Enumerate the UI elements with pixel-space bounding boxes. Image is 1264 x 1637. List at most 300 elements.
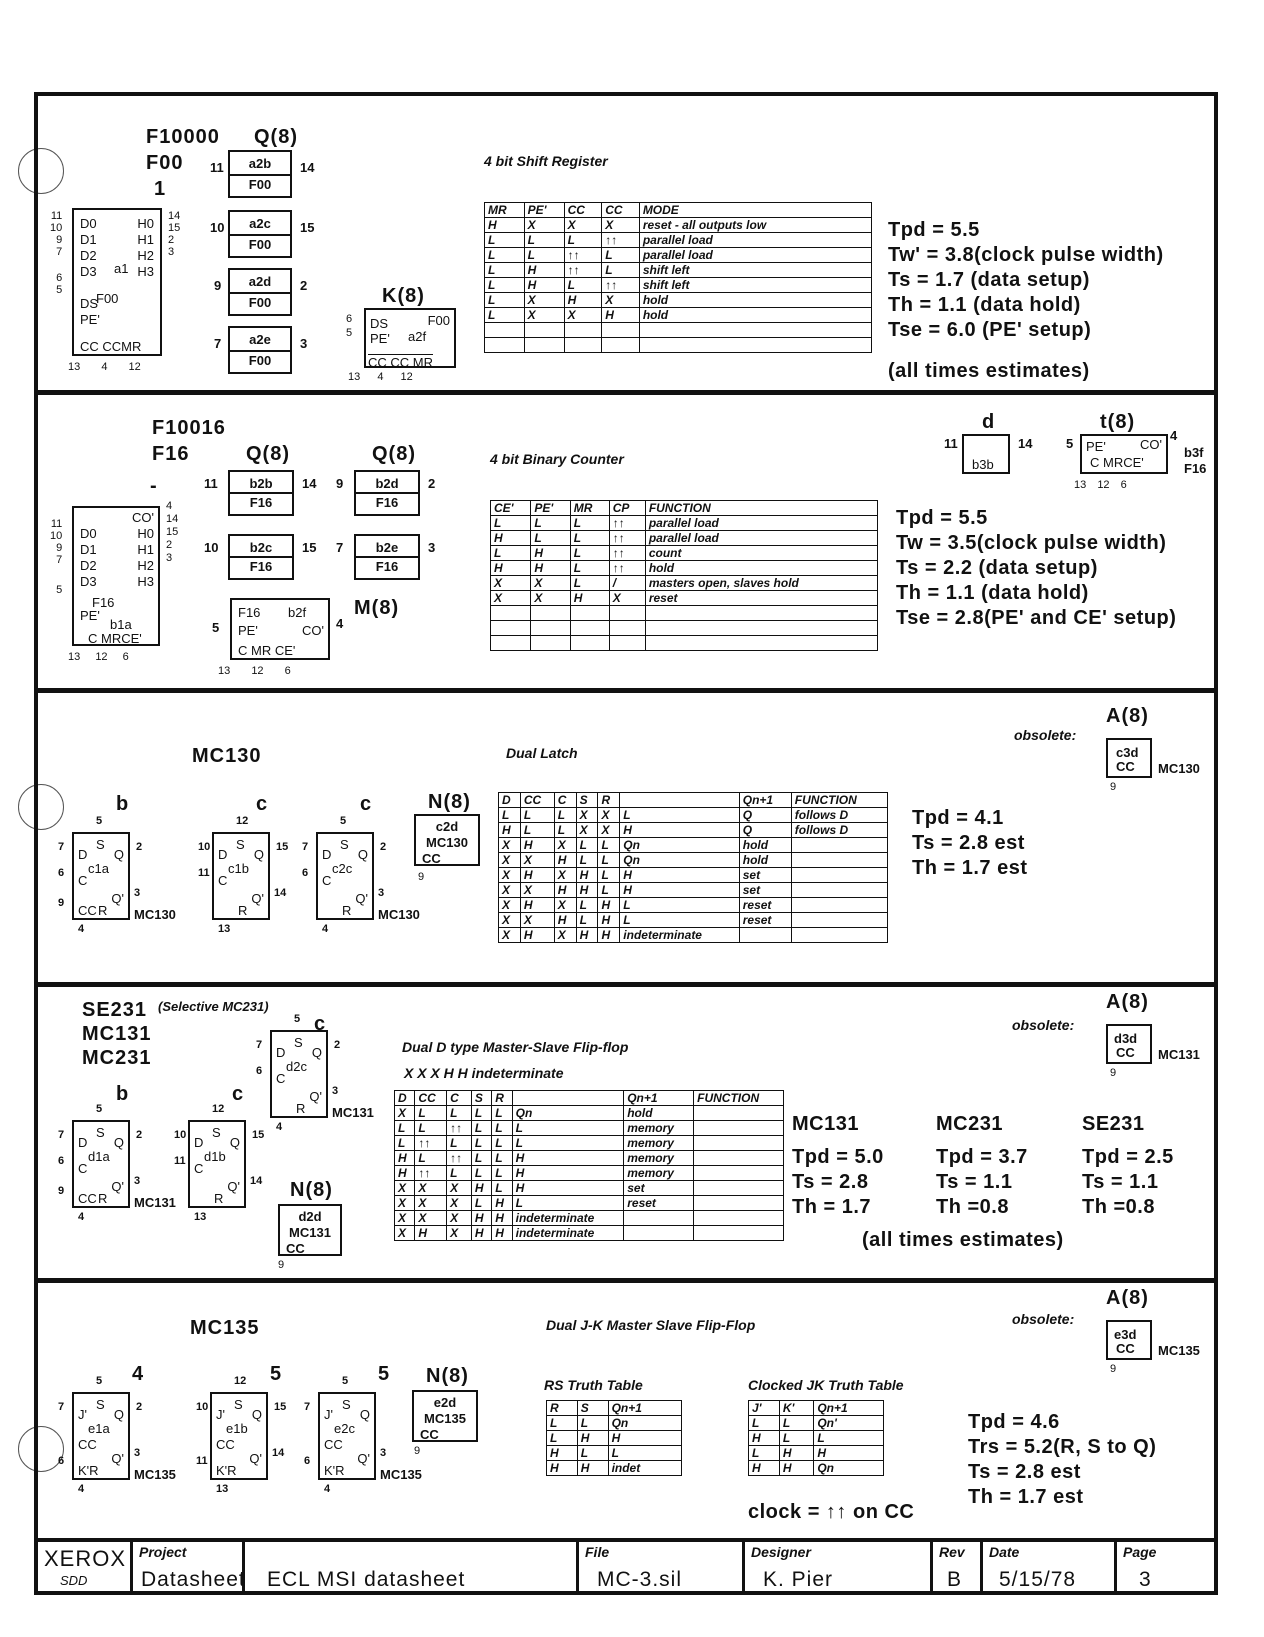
table-cell: X (598, 808, 620, 823)
table-cell: H (620, 823, 739, 838)
flipflop-1 (188, 1120, 246, 1208)
pin: 5 (342, 1375, 349, 1387)
pin: 4 (78, 1211, 85, 1223)
pin: 13 (216, 1483, 229, 1495)
table-cell: X (609, 591, 645, 606)
pin: 7 (256, 1039, 263, 1051)
table-cell: Qn (620, 853, 739, 868)
table-cell: L (598, 853, 620, 868)
table-cell: L (779, 1431, 814, 1446)
table-cell: H (598, 913, 620, 928)
table-cell: X (531, 576, 570, 591)
table-cell: reset (624, 1196, 694, 1211)
table-cell: X (415, 1181, 447, 1196)
table-cell: ↑↑ (609, 516, 645, 531)
table-cell: set (739, 868, 791, 883)
table-cell: Qn (608, 1416, 681, 1431)
pin: 5 (96, 1375, 103, 1387)
table-cell: X (602, 293, 640, 308)
table-cell (694, 1151, 784, 1166)
table-cell: L (576, 853, 598, 868)
table-cell (624, 1211, 694, 1226)
chip-name: d1a (88, 1149, 110, 1164)
table-cell: indeterminate (512, 1211, 624, 1226)
table-cell: H (814, 1446, 884, 1461)
table-row (499, 868, 888, 883)
table-cell: X (491, 591, 531, 606)
table-row (395, 1106, 784, 1121)
chip-type: F00 (96, 291, 119, 306)
table-row (547, 1446, 682, 1461)
package-label: N(8) (426, 1365, 469, 1387)
input-label: CC (78, 1437, 97, 1452)
table-row (491, 561, 878, 576)
table-cell: L (814, 1431, 884, 1446)
gate-b2c: b2c F16 (228, 534, 294, 580)
table-cell: L (598, 883, 620, 898)
section-divider (34, 982, 1218, 987)
table-cell: Q (739, 808, 791, 823)
table-cell: indet (608, 1461, 681, 1476)
chip-b3f: PE' CO' C MRCE' (1080, 434, 1168, 474)
flipflop-2 (270, 1030, 328, 1118)
table-cell: CC (564, 203, 602, 218)
pin: 11 (174, 1155, 186, 1167)
flipflop-label: c (232, 1083, 245, 1105)
table-cell: L (492, 1181, 512, 1196)
table-cell: H (492, 1196, 512, 1211)
table-cell: X (524, 293, 564, 308)
table-cell: ↑↑ (564, 263, 602, 278)
table-row (485, 278, 872, 293)
table-cell: Qn+1 (608, 1401, 681, 1416)
chip-bottom-pins: CC CCMR (80, 339, 142, 354)
table-cell: / (609, 576, 645, 591)
table-cell: C (447, 1091, 472, 1106)
pin: 7 (58, 841, 65, 853)
table-cell: X (564, 218, 602, 233)
pin: 6 (58, 1155, 65, 1167)
output-label: Q (113, 1407, 124, 1422)
input-label: S (294, 1035, 303, 1050)
table-cell: Qn' (814, 1416, 884, 1431)
table-row (491, 546, 878, 561)
pin: 11 (198, 867, 210, 879)
chip-b2f: F16 b2f PE' CO' C MR CE' (230, 598, 330, 660)
output-label: Q (113, 847, 124, 862)
pin: 4 (322, 923, 329, 935)
table-cell (524, 338, 564, 353)
timing-column-mc231: MC231 Tpd = 3.7 Ts = 1.1 Th =0.8 (936, 1113, 1028, 1218)
timing-column-mc131: MC131 Tpd = 5.0 Ts = 2.8 Th = 1.7 (792, 1113, 884, 1218)
table-cell: H (524, 263, 564, 278)
input-label: D (322, 847, 332, 862)
chip-type: MC131 (1158, 1047, 1200, 1062)
table-cell: H (520, 928, 554, 943)
chip-type: MC130 (1158, 761, 1200, 776)
table-cell: X (531, 591, 570, 606)
output-label: Q' (355, 891, 368, 906)
table-cell: L (554, 823, 576, 838)
table-cell: X (499, 868, 521, 883)
table-cell (694, 1226, 784, 1241)
table-cell: hold (624, 1106, 694, 1121)
table-cell: X (554, 838, 576, 853)
table-cell (694, 1211, 784, 1226)
table-cell: indeterminate (620, 928, 739, 943)
flipflop-1 (212, 832, 270, 920)
gate-a2b: a2b F00 (228, 150, 292, 198)
section-divider (34, 688, 1218, 693)
table-cell (512, 1091, 624, 1106)
chip-d3d: d3d CC (1106, 1024, 1152, 1064)
input-label: K'R (216, 1463, 237, 1478)
table-cell: L (485, 233, 525, 248)
table-cell: L (576, 838, 598, 853)
output-label: Q' (111, 891, 124, 906)
table-cell (791, 868, 887, 883)
pin: 13 (218, 923, 231, 935)
table-cell: H (564, 293, 602, 308)
table-cell: Qn+1 (739, 793, 791, 808)
table-cell: X (395, 1196, 415, 1211)
pin: 15 (302, 540, 317, 555)
chip-type: MC135 (1158, 1343, 1200, 1358)
pin: 9 (58, 1185, 65, 1197)
table-cell: ↑↑ (447, 1121, 472, 1136)
pin: 15 (252, 1129, 265, 1141)
output-label: Q (359, 1407, 370, 1422)
chip-inputs: D0 D1 D2 D3 DS PE' (80, 216, 100, 327)
table-cell: ↑↑ (564, 248, 602, 263)
chip-name: a1 (114, 261, 129, 276)
table-cell: H (415, 1226, 447, 1241)
table-row (499, 928, 888, 943)
table-cell: L (415, 1106, 447, 1121)
input-label: K'R (324, 1463, 345, 1478)
input-label: J' (216, 1407, 225, 1422)
pin: 6 (58, 867, 65, 879)
table-cell (624, 1226, 694, 1241)
input-label: S (340, 837, 349, 852)
pin: 14 (250, 1175, 263, 1187)
pin: 2 (136, 1129, 143, 1141)
chip-type: MC130 (134, 907, 176, 922)
table-cell: Qn+1 (624, 1091, 694, 1106)
section-divider (34, 390, 1218, 395)
input-label: S (212, 1125, 221, 1140)
rs-table-title: RS Truth Table (544, 1377, 643, 1393)
pin: 2 (300, 278, 308, 293)
table-cell: S (471, 1091, 491, 1106)
pin: 7 (58, 1401, 65, 1413)
table-cell: X (554, 928, 576, 943)
table-cell: X (395, 1181, 415, 1196)
part-number: MC231 (82, 1047, 152, 1069)
table-cell: L (492, 1166, 512, 1181)
obsolete-label: obsolete: (1012, 1017, 1075, 1033)
pin: 3 (134, 1447, 141, 1459)
part-number: F16 (152, 443, 190, 465)
table-cell: L (492, 1121, 512, 1136)
table-row (547, 1461, 682, 1476)
part-number: MC131 (82, 1023, 152, 1045)
pin: 9 (336, 476, 344, 491)
pin-numbers-bottom: 13 12 6 (1074, 479, 1127, 491)
pin: 6 (58, 1455, 65, 1467)
table-cell: H (598, 898, 620, 913)
table-cell: X (520, 853, 554, 868)
table-cell: L (524, 248, 564, 263)
table-cell: L (499, 808, 521, 823)
table-row (491, 621, 878, 636)
table-row (485, 308, 872, 323)
table-cell: K' (779, 1401, 814, 1416)
pin: 9 (278, 1259, 285, 1271)
truth-table-binary-counter (490, 500, 878, 651)
table-cell: H (471, 1226, 491, 1241)
table-cell: L (492, 1151, 512, 1166)
indeterminate-note: X X X H H indeterminate (404, 1065, 564, 1081)
pin: 7 (302, 841, 309, 853)
flipflop-label: c (314, 1013, 327, 1035)
pin: 9 (1110, 1067, 1117, 1079)
table-cell: X (395, 1211, 415, 1226)
table-cell: CC (415, 1091, 447, 1106)
table-cell: X (554, 868, 576, 883)
table-cell: L (570, 561, 609, 576)
table-cell: ↑↑ (447, 1151, 472, 1166)
pin: 7 (214, 336, 222, 351)
table-cell: X (499, 838, 521, 853)
table-cell (791, 898, 887, 913)
unit-label: 1 (154, 178, 167, 200)
table-cell: L (570, 516, 609, 531)
table-cell: C (554, 793, 576, 808)
table-cell (645, 621, 877, 636)
table-cell: H (602, 308, 640, 323)
table-cell: parallel load (645, 531, 877, 546)
table-row (491, 516, 878, 531)
table-cell: Qn (512, 1106, 624, 1121)
table-cell: L (520, 823, 554, 838)
table-header-row (547, 1401, 682, 1416)
table-cell: L (524, 233, 564, 248)
pin: 4 (78, 1483, 85, 1495)
pin: 3 (134, 1175, 141, 1187)
input-label: D (276, 1045, 286, 1060)
pin: 2 (334, 1039, 341, 1051)
table-cell (645, 636, 877, 651)
table-cell: H (471, 1181, 491, 1196)
package-label: t(8) (1100, 411, 1136, 433)
input-label: R (238, 903, 248, 918)
pin: 6 (302, 867, 309, 879)
table-cell: set (624, 1181, 694, 1196)
table-cell: L (447, 1136, 472, 1151)
part-number: F10000 (146, 126, 220, 148)
flipflop-label: 4 (132, 1363, 145, 1385)
brand-sub: SDD (60, 1573, 88, 1588)
truth-table-rs (546, 1400, 682, 1476)
table-cell: PE' (531, 501, 570, 516)
pin: 5 (294, 1013, 301, 1025)
package-label: Q(8) (246, 443, 290, 465)
table-cell: reset (739, 913, 791, 928)
table-cell (791, 913, 887, 928)
package-label: Q(8) (372, 443, 416, 465)
pin-numbers-left: 11 10 9 7 6 5 (50, 210, 63, 296)
pin: 11 (944, 436, 958, 451)
table-cell: L (576, 913, 598, 928)
table-cell: L (749, 1446, 780, 1461)
table-row (547, 1416, 682, 1431)
truth-table-dual-latch (498, 792, 888, 943)
chip-name: e1a (88, 1421, 110, 1436)
pin: 14 (300, 160, 315, 175)
table-cell: H (492, 1226, 512, 1241)
chip-e3d: e3d CC (1106, 1320, 1152, 1360)
table-cell: H (779, 1461, 814, 1476)
table-cell: reset (645, 591, 877, 606)
table-cell: X (415, 1196, 447, 1211)
brand-name: XEROX (44, 1546, 127, 1571)
table-cell: H (492, 1211, 512, 1226)
output-label: Q' (251, 891, 264, 906)
table-cell: reset (739, 898, 791, 913)
table-cell: L (620, 808, 739, 823)
table-cell: X (499, 853, 521, 868)
input-label: R (296, 1101, 306, 1116)
output-label: Q (113, 1135, 124, 1150)
table-cell (570, 636, 609, 651)
table-cell: H (491, 531, 531, 546)
table-cell: H (576, 928, 598, 943)
table-cell: ↑↑ (602, 278, 640, 293)
table-cell (570, 606, 609, 621)
table-cell: D (499, 793, 521, 808)
table-row (499, 898, 888, 913)
input-label: S (236, 837, 245, 852)
pin: 9 (214, 278, 222, 293)
input-label: S (342, 1397, 351, 1412)
table-cell: X (598, 823, 620, 838)
section-title: Dual D type Master-Slave Flip-flop (402, 1039, 629, 1055)
table-cell: L (570, 531, 609, 546)
table-row (491, 576, 878, 591)
table-cell: H (395, 1166, 415, 1181)
input-label: CC (216, 1437, 235, 1452)
chip-type: MC131 (134, 1195, 176, 1210)
chip-type: MC135 (134, 1467, 176, 1482)
pin: 3 (428, 540, 436, 555)
table-cell: R (598, 793, 620, 808)
table-cell: X (395, 1106, 415, 1121)
table-cell: L (492, 1136, 512, 1151)
table-cell: H (531, 561, 570, 576)
table-cell: ↑↑ (415, 1166, 447, 1181)
table-row (485, 293, 872, 308)
package-label: K(8) (382, 285, 425, 307)
title-block-designer: Designer K. Pier (742, 1540, 930, 1595)
title-block-rev: Rev B (930, 1540, 980, 1595)
table-cell: hold (639, 308, 871, 323)
input-label: R (214, 1191, 224, 1206)
pin: 2 (136, 1401, 143, 1413)
table-cell: L (485, 308, 525, 323)
table-cell: H (520, 838, 554, 853)
table-cell (609, 621, 645, 636)
table-cell: H (512, 1181, 624, 1196)
output-label: Q (311, 1045, 322, 1060)
table-cell: L (577, 1416, 608, 1431)
pin: 7 (336, 540, 344, 555)
obsolete-label: obsolete: (1012, 1311, 1075, 1327)
table-cell: H (598, 928, 620, 943)
truth-table-jk (748, 1400, 884, 1476)
table-cell: CC (602, 203, 640, 218)
jk-table-title: Clocked JK Truth Table (748, 1377, 904, 1393)
table-cell: L (531, 516, 570, 531)
table-cell: L (512, 1121, 624, 1136)
table-cell: H (577, 1461, 608, 1476)
table-cell: R (547, 1401, 578, 1416)
gate-b2e: b2e F16 (354, 534, 420, 580)
input-label: C (276, 1071, 286, 1086)
table-cell: L (471, 1166, 491, 1181)
pin-numbers-left: 11 10 9 7 5 (50, 518, 63, 596)
chip-type: F16 (1184, 461, 1207, 476)
table-cell: L (485, 278, 525, 293)
pin-numbers-bottom: 13 4 12 (68, 361, 141, 373)
gate-b2b: b2b F16 (228, 470, 294, 516)
part-number: F00 (146, 152, 184, 174)
pin-numbers-right: 4 14 15 2 3 (166, 500, 179, 564)
table-cell: masters open, slaves hold (645, 576, 877, 591)
table-cell (791, 853, 887, 868)
chip-c2d: c2d MC130 CC (414, 814, 480, 866)
table-cell (694, 1181, 784, 1196)
table-cell (491, 636, 531, 651)
section-title: 4 bit Binary Counter (490, 451, 624, 467)
table-cell (609, 636, 645, 651)
table-row (491, 531, 878, 546)
table-cell: L (608, 1446, 681, 1461)
input-label: C (78, 873, 88, 888)
table-cell: follows D (791, 823, 887, 838)
table-cell: L (576, 898, 598, 913)
section-title: 4 bit Shift Register (484, 153, 608, 169)
pin: 14 (1018, 436, 1033, 451)
table-cell: ↑↑ (602, 233, 640, 248)
table-cell: L (620, 898, 739, 913)
table-cell (491, 621, 531, 636)
table-cell (531, 606, 570, 621)
chip-name: d2c (286, 1059, 307, 1074)
package-label: M(8) (354, 597, 400, 619)
unit-label: - (150, 475, 158, 497)
input-label: D (78, 847, 88, 862)
pin: 5 (1066, 436, 1074, 451)
table-cell: L (471, 1121, 491, 1136)
pin: 3 (380, 1447, 387, 1459)
table-cell: CE' (491, 501, 531, 516)
pin: 9 (414, 1445, 421, 1457)
table-cell: H (547, 1446, 578, 1461)
table-cell (491, 606, 531, 621)
table-cell: H (395, 1151, 415, 1166)
table-cell (645, 606, 877, 621)
